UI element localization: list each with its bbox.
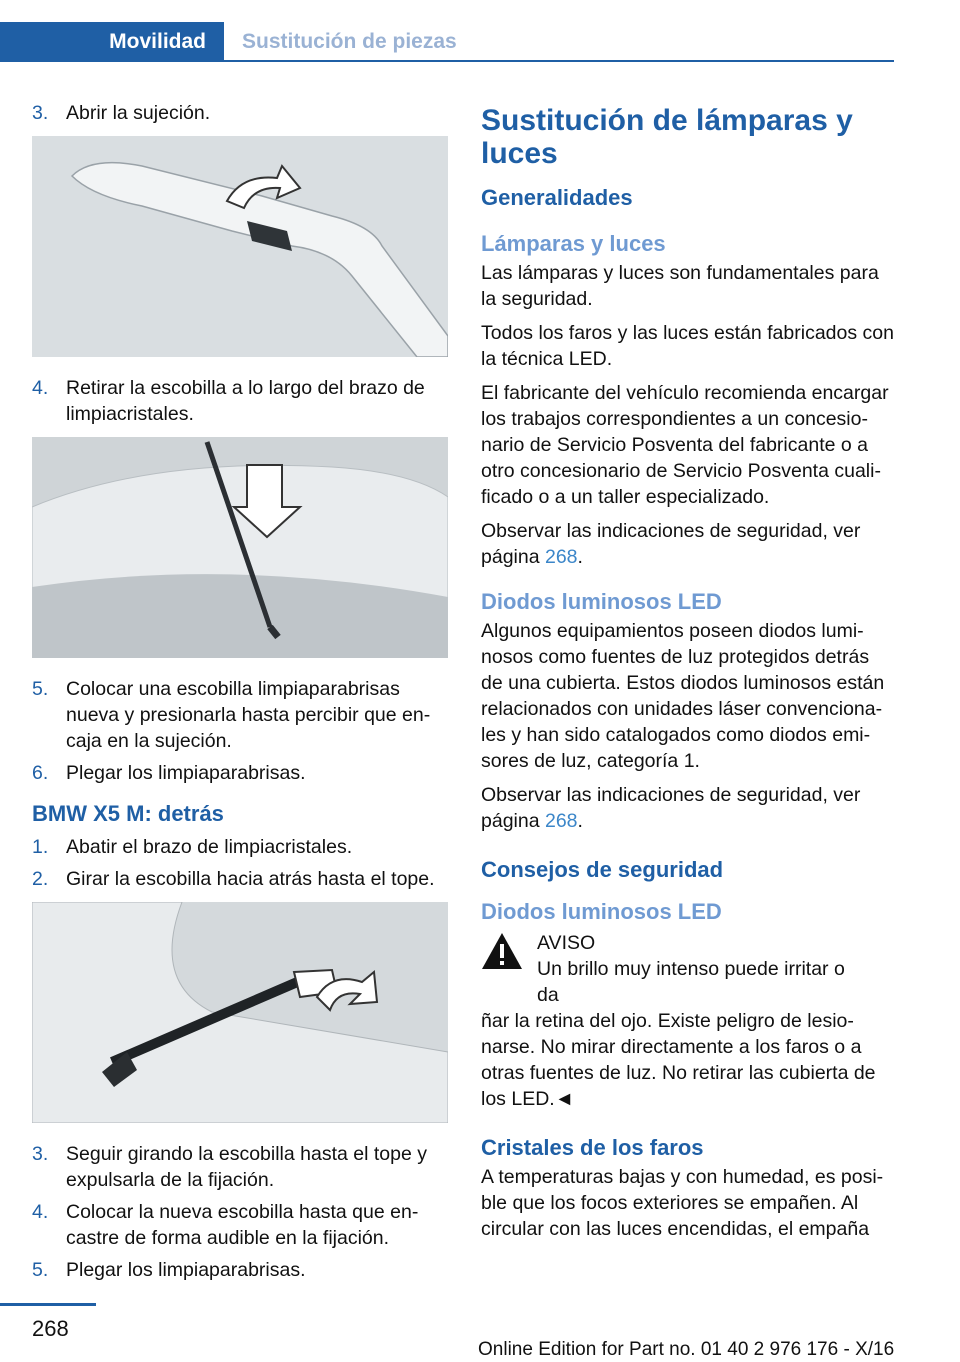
step-item [32,834,448,860]
lamparas-heading: Lámparas y luces [481,231,666,256]
warning-block [481,930,896,1008]
led-paragraph-1: Algunos equipamientos poseen diodos luminosos como fuentes de luz protegidos detrás de una cubierta. Estos diodos luminosos están relacionados con unidades láser convencionales y han sido catalogados como diodos emisores de luz, categoría 1. [481,620,885,772]
rear-wiper-heading: BMW X5 M: detrás [32,801,224,826]
step-text: Seguir girando la escobilla hasta el tope y expulsarla de la fijación. [66,1143,427,1191]
warning-text: ñar la retina del ojo. Existe peligro de lesionarse. No mirar directamente a los faros o a otras fuentes de luz. No retirar las cubierta de los LED.◄ [481,1010,876,1110]
left-column [32,100,448,1289]
seguridad-heading: Consejos de seguridad [481,857,724,882]
edition-text: Online Edition for Part no. 01 40 2 976 176 - X/16 [478,1339,895,1360]
page-header [0,0,960,64]
warning-label: AVISO [537,932,596,954]
lamparas-paragraph-4: Observar las indicaciones de seguridad, ver página 268. [481,520,861,568]
step-number: 6. [32,762,49,784]
right-column [481,100,896,1250]
step-list-b [32,375,448,427]
led-heading: Diodos luminosos LED [481,589,722,614]
figure-wiper-holder [32,136,448,357]
step-number: 1. [32,836,49,858]
step-number: 3. [32,1143,49,1165]
tab-sustitucion-label: Sustitución de piezas [242,30,457,53]
step-number: 3. [32,102,49,124]
step-text: Girar la escobilla hacia atrás hasta el tope. [66,868,435,890]
warning-first-line: Un brillo muy intenso puede irritar o da [537,958,845,1006]
figure-windshield-wiper [32,437,448,658]
seguridad-led-heading: Diodos luminosos LED [481,899,722,924]
step-text: Colocar la nueva escobilla hasta que encastre de forma audible en la fijación. [66,1201,419,1249]
step-number: 4. [32,1201,49,1223]
header-divider [224,60,894,62]
step-number: 2. [32,868,49,890]
step-item [32,1257,448,1283]
step-list-c [32,676,448,786]
tab-sustitucion-piezas[interactable] [224,22,457,62]
generalidades-heading: Generalidades [481,185,633,210]
tab-movilidad-label: Movilidad [109,30,206,53]
tab-movilidad[interactable] [0,22,224,62]
step-number: 5. [32,1259,49,1281]
page-link-268[interactable]: 268 [544,546,578,568]
step-number: 4. [32,377,49,399]
step-list-a [32,100,448,126]
step-text: Retirar la escobilla a lo largo del brazo de limpiacristales. [66,377,425,425]
led-p2-text: Observar las indicaciones de seguridad, ver página [481,784,861,832]
step-number: 5. [32,678,49,700]
step-item [32,1141,448,1193]
page-number: 268 [32,1316,69,1341]
step-text: Abatir el brazo de limpiacristales. [66,836,353,858]
step-text: Abrir la sujeción. [66,102,211,124]
step-list-e [32,1141,448,1283]
footer-bar [0,1303,96,1306]
lamparas-paragraph-2: Todos los faros y las luces están fabricados con la técnica LED. [481,322,894,370]
step-item [32,676,448,754]
page-link-268-b[interactable]: 268 [544,810,578,832]
step-item [32,1199,448,1251]
step-item [32,866,448,892]
step-item [32,375,448,427]
step-text: Plegar los limpiaparabrisas. [66,1259,306,1281]
step-item [32,100,448,126]
cristales-paragraph: A temperaturas bajas y con humedad, es posible que los focos exteriores se empañen. Al circular con las luces encendidas, el empaña [481,1166,884,1240]
warning-triangle-icon [481,932,523,970]
section-title: Sustitución de lámparas y luces [481,104,853,170]
step-list-d [32,834,448,892]
step-text: Plegar los limpiaparabrisas. [66,762,306,784]
cristales-heading: Cristales de los faros [481,1135,704,1160]
lamparas-p4-text: Observar las indicaciones de seguridad, ver página [481,520,861,568]
step-item [32,760,448,786]
step-text: Colocar una escobilla limpiaparabrisas nueva y presionarla hasta percibir que encaja en la sujeción. [66,678,431,752]
lamparas-paragraph-3: El fabricante del vehículo recomienda encargar los trabajos correspondientes a un concesionario de Servicio Posventa del fabricante o a otro concesionario de Servicio Posventa cualificado o a un taller especializado. [481,382,889,508]
led-paragraph-2: Observar las indicaciones de seguridad, ver página 268. [481,784,861,832]
lamparas-paragraph-1: Las lámparas y luces son fundamentales para la seguridad. [481,262,879,310]
figure-rear-wiper [32,902,448,1123]
